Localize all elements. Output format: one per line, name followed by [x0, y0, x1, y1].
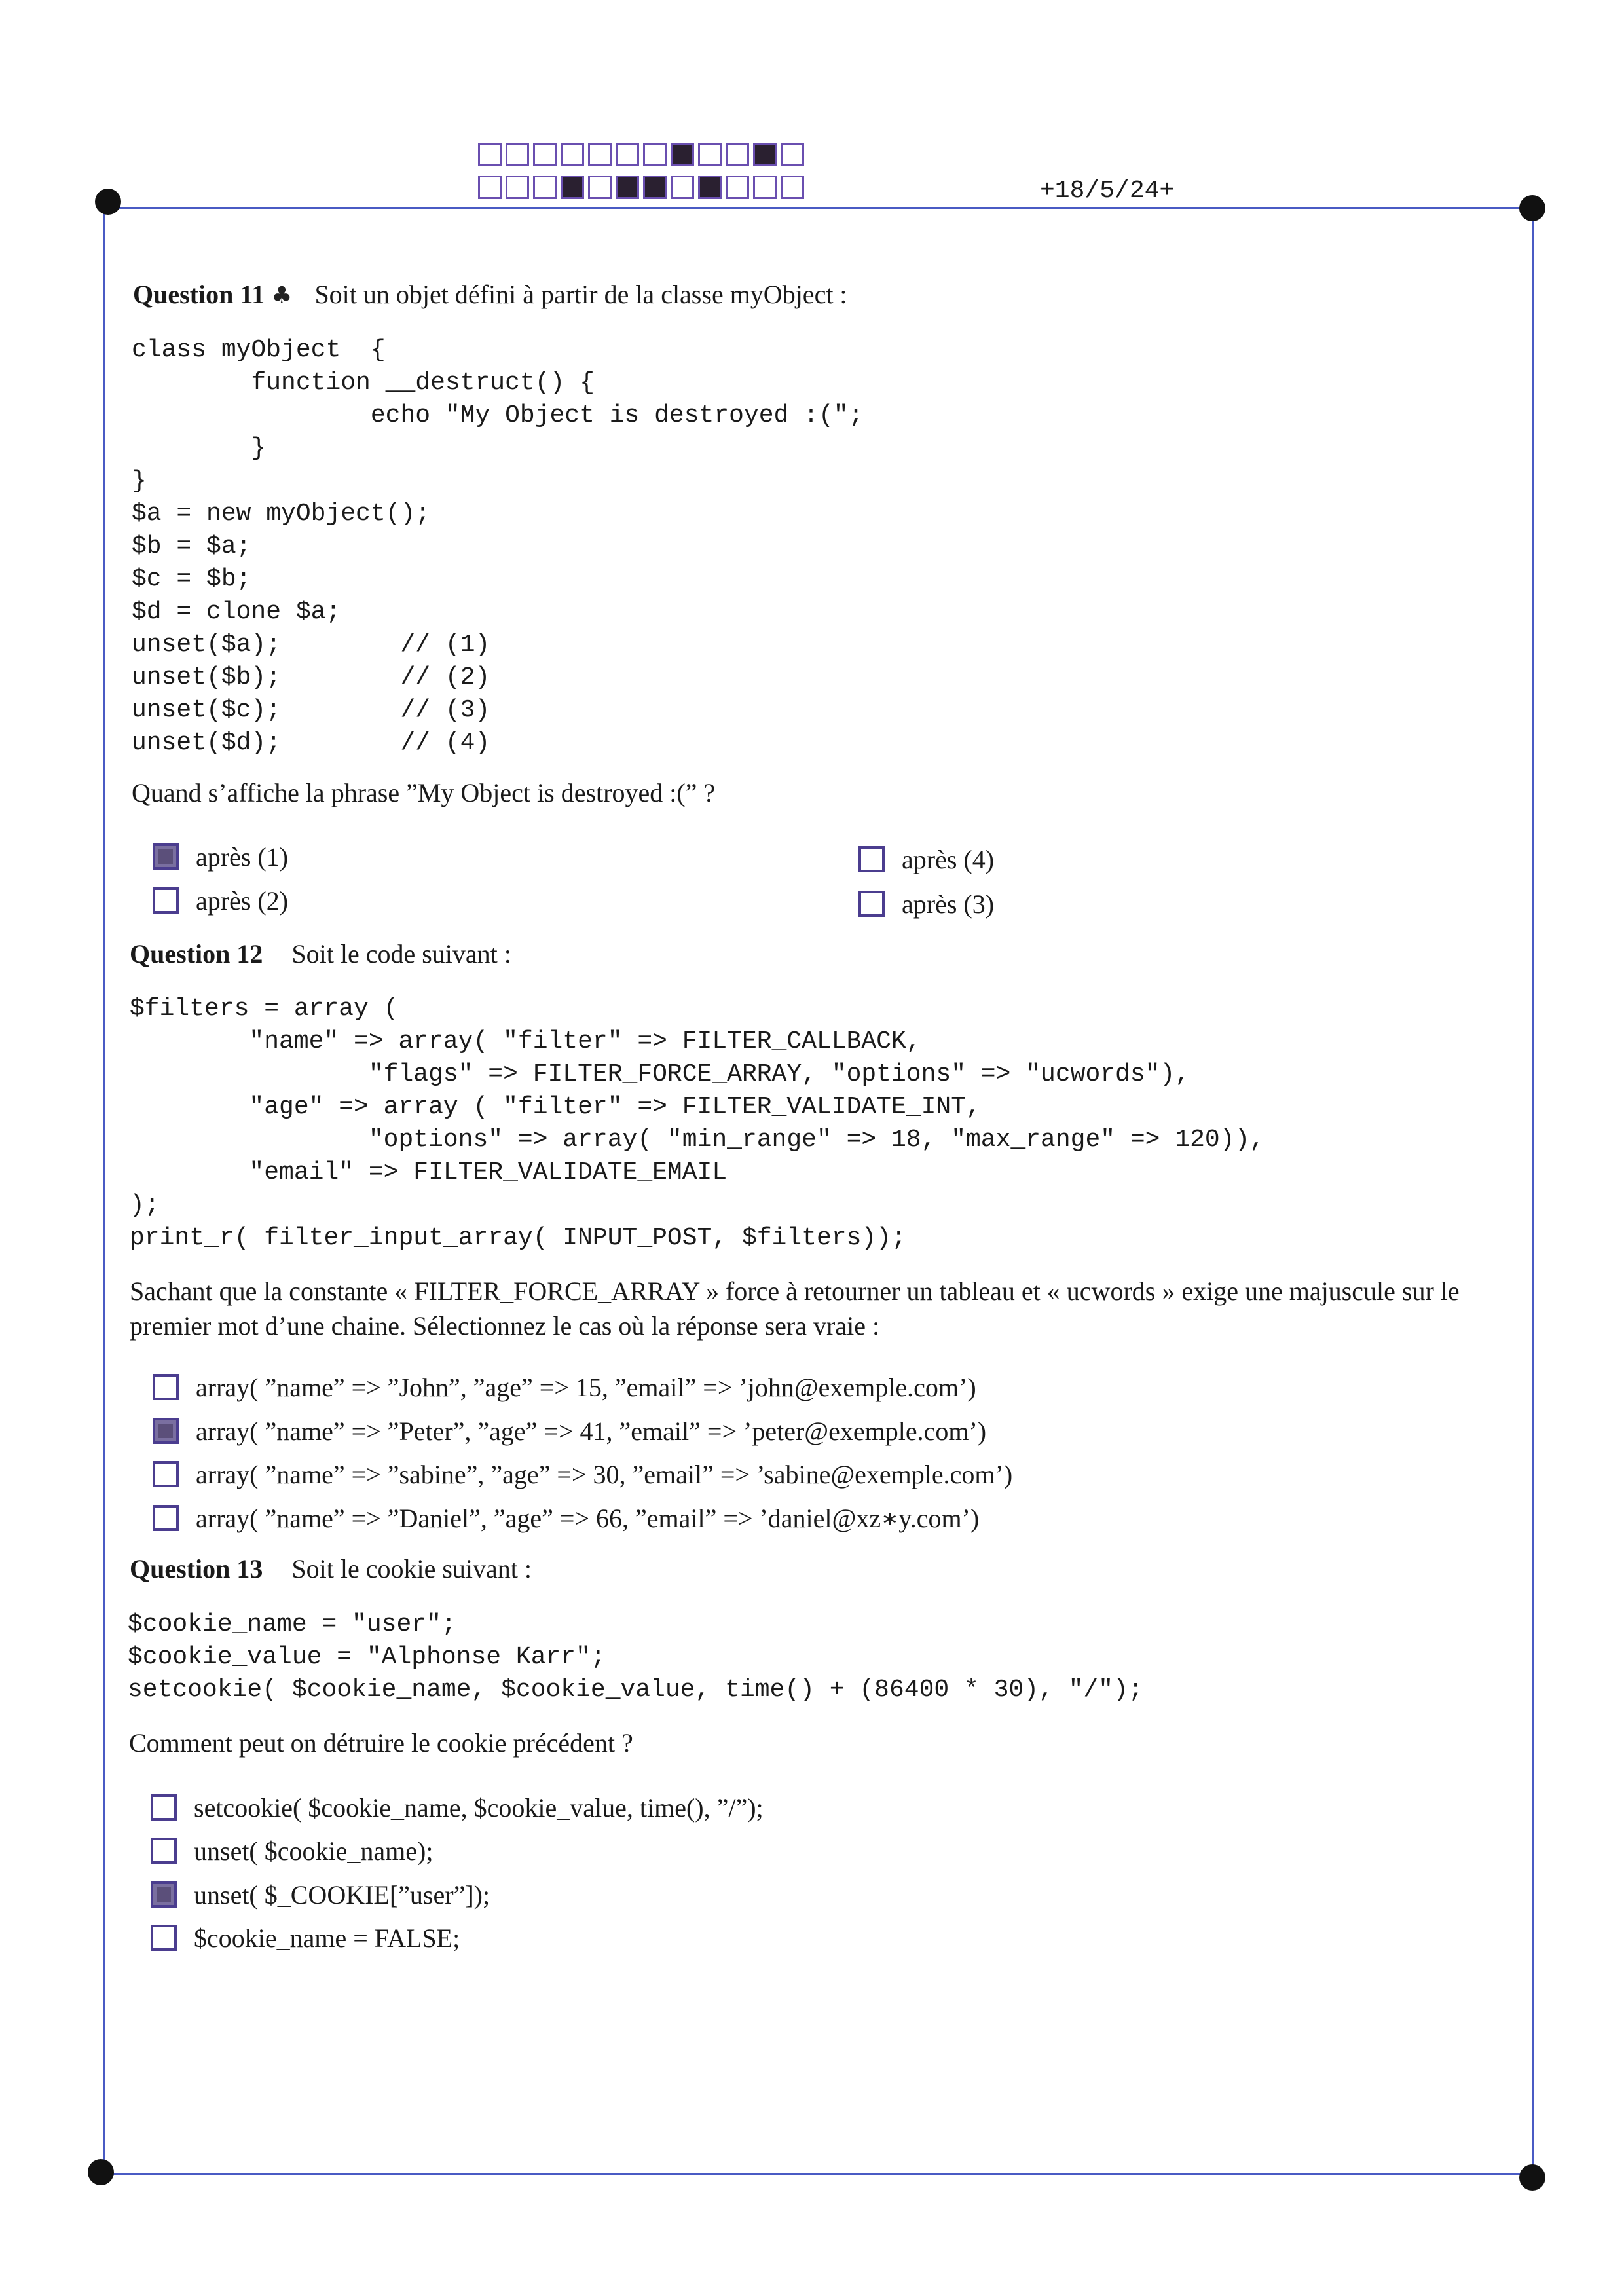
barcode-cell — [781, 176, 804, 199]
q13-option-1[interactable] — [151, 1790, 764, 1824]
barcode-cell — [533, 176, 557, 199]
barcode-cell — [616, 176, 639, 199]
q11-option-2[interactable] — [153, 883, 288, 917]
q11-checkbox-3[interactable] — [858, 846, 885, 872]
q11-option-1-label: après (1) — [196, 842, 289, 872]
question-11-label: Question 11 — [133, 280, 265, 309]
q12-option-1[interactable] — [153, 1370, 976, 1404]
frame-left — [103, 207, 105, 2173]
barcode-cell — [561, 176, 584, 199]
q13-option-2[interactable] — [151, 1834, 433, 1868]
barcode-cell — [781, 143, 804, 166]
q12-option-2-label: array( ”name” => ”Peter”, ”age” => 41, ”email” => ’peter@exemple.com’) — [196, 1416, 987, 1446]
barcode-cell — [698, 143, 722, 166]
barcode-cell — [671, 176, 694, 199]
q11-option-2-label: après (2) — [196, 885, 289, 916]
barcode-cell — [698, 176, 722, 199]
q12-checkbox-4[interactable] — [153, 1505, 179, 1531]
q12-option-4-label: array( ”name” => ”Daniel”, ”age” => 66, ”email” => ’daniel@xz∗y.com’) — [196, 1503, 980, 1533]
question-13-prompt: Soit le cookie suivant : — [291, 1554, 532, 1583]
question-13-question: Comment peut on détruire le cookie précédent ? — [129, 1728, 633, 1758]
barcode-cell — [726, 143, 749, 166]
q11-option-3-label: après (4) — [902, 844, 995, 874]
q11-checkbox-4[interactable] — [858, 891, 885, 917]
question-13-label: Question 13 — [130, 1554, 263, 1583]
question-11-title — [133, 279, 847, 310]
frame-bottom — [100, 2173, 1534, 2175]
barcode-cell — [506, 143, 529, 166]
q12-option-2[interactable] — [153, 1414, 986, 1448]
question-13-code: $cookie_name = "user"; $cookie_value = "Alphonse Karr"; setcookie( $cookie_name, $cookie_value, time() + (86400 * 30), "/"); — [128, 1610, 1143, 1704]
question-13-title — [130, 1553, 532, 1584]
barcode-cell — [671, 143, 694, 166]
registration-mark-top-left — [95, 189, 121, 215]
q13-checkbox-3[interactable] — [151, 1881, 177, 1908]
q13-option-3[interactable] — [151, 1878, 490, 1912]
q13-option-4-label: $cookie_name = FALSE; — [194, 1923, 460, 1953]
question-11-code: class myObject { function __destruct() { echo "My Object is destroyed :("; } } $a = new myObject(); $b = $a; $c = $b; $d = clone $a; unset($a); // (1) unset($b); // (2) unset($c); // (3) unset($d); // (4) — [132, 336, 864, 757]
q13-checkbox-4[interactable] — [151, 1925, 177, 1951]
q13-checkbox-1[interactable] — [151, 1794, 177, 1821]
q13-option-1-label: setcookie( $cookie_name, $cookie_value, time(), ”/”); — [194, 1792, 764, 1823]
sheet-id: +18/5/24+ — [1040, 177, 1175, 205]
registration-mark-top-right — [1519, 195, 1545, 221]
q13-checkbox-2[interactable] — [151, 1838, 177, 1864]
barcode-cell — [506, 176, 529, 199]
barcode-cell — [478, 176, 502, 199]
club-icon: ♣ — [271, 282, 293, 309]
barcode-cell — [753, 176, 777, 199]
q12-option-3[interactable] — [153, 1457, 1012, 1491]
q12-option-4[interactable] — [153, 1501, 979, 1535]
barcode-row-1 — [478, 143, 808, 166]
frame-right — [1532, 207, 1534, 2173]
barcode-row-2 — [478, 176, 808, 199]
barcode-cell — [753, 143, 777, 166]
barcode-cell — [616, 143, 639, 166]
barcode-cell — [533, 143, 557, 166]
question-12-prompt: Soit le code suivant : — [291, 939, 511, 969]
q12-option-1-label: array( ”name” => ”John”, ”age” => 15, ”email” => ’john@exemple.com’) — [196, 1372, 976, 1402]
question-12-label: Question 12 — [130, 939, 263, 969]
registration-mark-bottom-left — [88, 2159, 114, 2185]
question-12-question-line-1: Sachant que la constante « FILTER_FORCE_ARRAY » force à retourner un tableau et « ucwords » exige une majuscule sur le — [130, 1276, 1460, 1306]
registration-mark-bottom-right — [1519, 2164, 1545, 2191]
q12-checkbox-3[interactable] — [153, 1461, 179, 1487]
frame-top — [107, 207, 1534, 209]
barcode-cell — [478, 143, 502, 166]
q13-option-2-label: unset( $cookie_name); — [194, 1836, 434, 1866]
q11-checkbox-2[interactable] — [153, 887, 179, 914]
question-11-question: Quand s’affiche la phrase ”My Object is destroyed :(” ? — [132, 778, 716, 807]
question-11-prompt: Soit un objet défini à partir de la classe myObject : — [314, 280, 847, 309]
q12-checkbox-2[interactable] — [153, 1418, 179, 1444]
barcode-cell — [726, 176, 749, 199]
q12-checkbox-1[interactable] — [153, 1374, 179, 1400]
q13-option-3-label: unset( $_COOKIE[”user”]); — [194, 1879, 490, 1910]
q11-checkbox-1[interactable] — [153, 843, 179, 870]
barcode-cell — [561, 143, 584, 166]
question-12-code: $filters = array ( "name" => array( "filter" => FILTER_CALLBACK, "flags" => FILTER_FORCE_ARRAY, "options" => "ucwords"), "age" => array ( "filter" => FILTER_VALIDATE_INT, "options" => array( "min_range" => 18, "max_range" => 120)), "email" => FILTER_VALIDATE_EMAIL ); print_r( filter_input_array( INPUT_POST, $filters)); — [130, 995, 1265, 1252]
question-12-question-line-2: premier mot d’une chaine. Sélectionnez le cas où la réponse sera vraie : — [130, 1311, 880, 1341]
barcode-cell — [588, 143, 612, 166]
q11-option-1[interactable] — [153, 840, 288, 874]
q12-option-3-label: array( ”name” => ”sabine”, ”age” => 30, ”email” => ’sabine@exemple.com’) — [196, 1459, 1013, 1489]
barcode-cell — [643, 176, 667, 199]
q13-option-4[interactable] — [151, 1921, 460, 1955]
q11-option-3[interactable] — [858, 842, 994, 876]
barcode-cell — [643, 143, 667, 166]
q11-option-4[interactable] — [858, 887, 994, 921]
q11-option-4-label: après (3) — [902, 889, 995, 919]
question-12-title — [130, 938, 511, 969]
barcode-cell — [588, 176, 612, 199]
